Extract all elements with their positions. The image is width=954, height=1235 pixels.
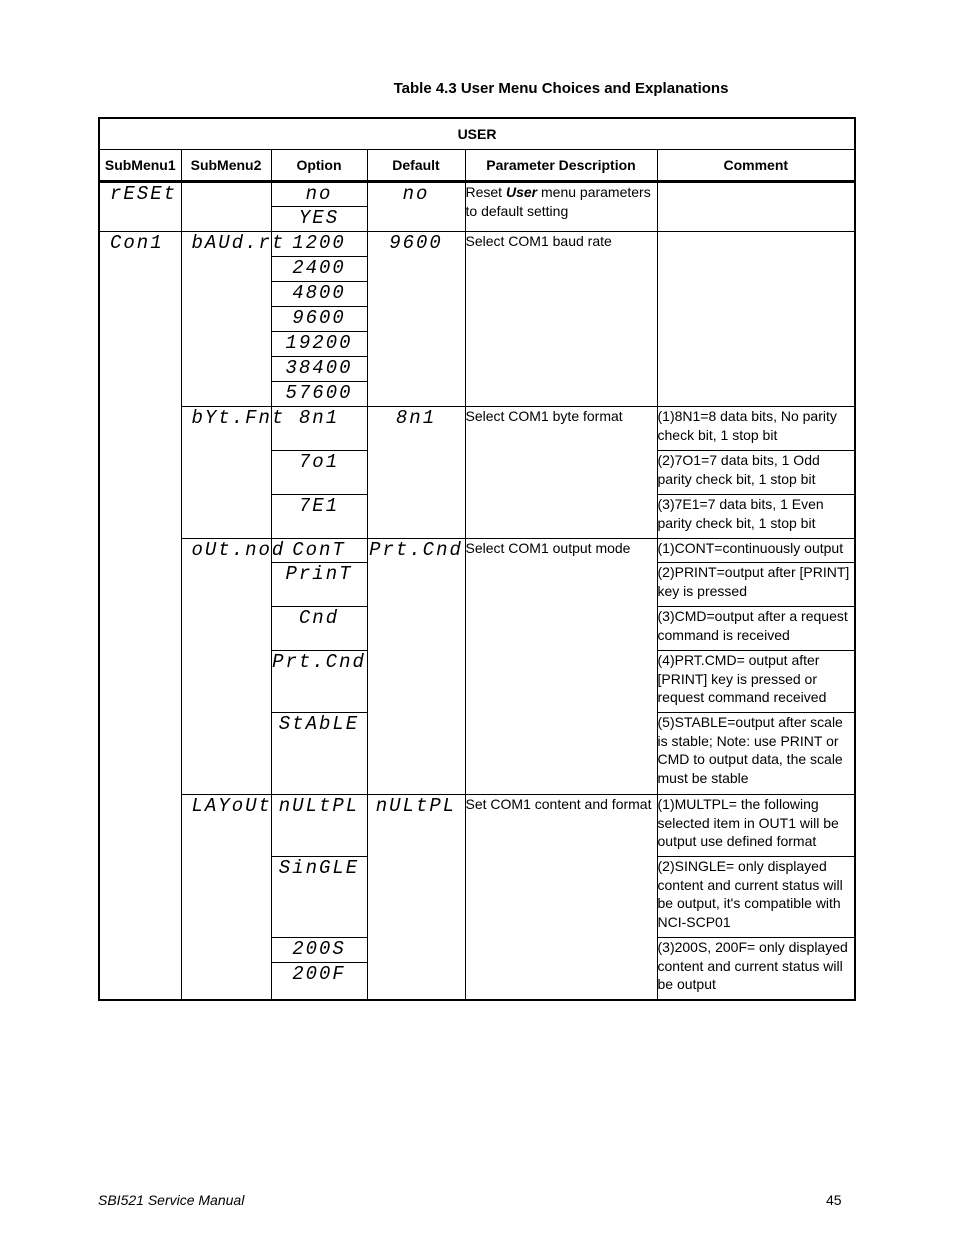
comment-cell: (3)CMD=output after a request command is received bbox=[657, 607, 855, 651]
submenu2-empty bbox=[181, 182, 271, 232]
comment-cell: (2)SINGLE= only displayed content and current status will be output, it's compatible with NCI-SCP01 bbox=[657, 857, 855, 938]
default-baud: 9600 bbox=[367, 232, 465, 407]
comment-empty bbox=[657, 232, 855, 407]
col-header-submenu1: SubMenu1 bbox=[99, 150, 181, 182]
option-cell: 2400 bbox=[271, 257, 367, 282]
desc-out: Select COM1 output mode bbox=[465, 539, 657, 795]
option-cell: 1200 bbox=[271, 232, 367, 257]
table-caption: Table 4.3 User Menu Choices and Explanations bbox=[393, 80, 729, 97]
option-cell: 200S bbox=[271, 938, 367, 963]
option-cell: SinGLE bbox=[271, 857, 367, 938]
option-cell: no bbox=[271, 182, 367, 207]
comment-cell: (3)200S, 200F= only displayed content and current status will be output bbox=[657, 938, 855, 1000]
col-header-description: Parameter Description bbox=[465, 150, 657, 182]
option-cell: YES bbox=[271, 207, 367, 232]
submenu2-out: oUt.nod bbox=[181, 539, 271, 795]
default-byte: 8n1 bbox=[367, 407, 465, 539]
option-cell: 9600 bbox=[271, 307, 367, 332]
comment-cell: (4)PRT.CMD= output after [PRINT] key is pressed or request command received bbox=[657, 651, 855, 713]
comment-cell: (5)STABLE=output after scale is stable; Note: use PRINT or CMD to output data, the scale must be stable bbox=[657, 713, 855, 795]
option-cell: 57600 bbox=[271, 382, 367, 407]
option-cell: 7o1 bbox=[271, 451, 367, 495]
col-header-default: Default bbox=[367, 150, 465, 182]
option-cell: Cnd bbox=[271, 607, 367, 651]
submenu1-com1: Con1 bbox=[99, 232, 181, 1000]
col-header-option: Option bbox=[271, 150, 367, 182]
desc-baud: Select COM1 baud rate bbox=[465, 232, 657, 407]
footer-page-number: 45 bbox=[826, 1192, 842, 1208]
option-cell: 7E1 bbox=[271, 495, 367, 539]
default-out: Prt.Cnd bbox=[367, 539, 465, 795]
desc-byte: Select COM1 byte format bbox=[465, 407, 657, 539]
option-cell: ConT bbox=[271, 539, 367, 563]
option-cell: 19200 bbox=[271, 332, 367, 357]
option-cell: 38400 bbox=[271, 357, 367, 382]
submenu2-layout: LAYoUt bbox=[181, 795, 271, 1000]
option-cell: Prt.Cnd bbox=[271, 651, 367, 713]
col-header-submenu2: SubMenu2 bbox=[181, 150, 271, 182]
default-reset: no bbox=[367, 182, 465, 232]
desc-layout: Set COM1 content and format bbox=[465, 795, 657, 1000]
submenu2-baud: bAUd.rt bbox=[181, 232, 271, 407]
desc-reset bbox=[465, 182, 657, 232]
user-menu-table bbox=[98, 117, 856, 1001]
comment-cell: (1)MULTPL= the following selected item in OUT1 will be output use defined format bbox=[657, 795, 855, 857]
group-header: USER bbox=[99, 118, 855, 150]
comment-cell: (1)CONT=continuously output bbox=[657, 539, 855, 563]
option-cell: 4800 bbox=[271, 282, 367, 307]
comment-cell: (2)PRINT=output after [PRINT] key is pressed bbox=[657, 563, 855, 607]
footer-manual-title: SBI521 Service Manual bbox=[98, 1192, 245, 1208]
comment-cell: (2)7O1=7 data bits, 1 Odd parity check bit, 1 stop bit bbox=[657, 451, 855, 495]
submenu1-reset: rESEt bbox=[99, 182, 181, 232]
comment-cell: (1)8N1=8 data bits, No parity check bit, 1 stop bit bbox=[657, 407, 855, 451]
default-layout: nULtPL bbox=[367, 795, 465, 1000]
option-cell: PrinT bbox=[271, 563, 367, 607]
desc-text: menu parameters to default setting bbox=[465, 184, 651, 219]
submenu2-byte: bYt.Fnt bbox=[181, 407, 271, 539]
option-cell: StAbLE bbox=[271, 713, 367, 795]
comment-cell: (3)7E1=7 data bits, 1 Even parity check bit, 1 stop bit bbox=[657, 495, 855, 539]
option-cell: 200F bbox=[271, 963, 367, 1000]
option-cell: nULtPL bbox=[271, 795, 367, 857]
option-cell: 8n1 bbox=[271, 407, 367, 451]
desc-emphasis: User bbox=[505, 184, 538, 200]
desc-text: Reset bbox=[465, 184, 506, 200]
comment-empty bbox=[657, 182, 855, 232]
col-header-comment: Comment bbox=[657, 150, 855, 182]
